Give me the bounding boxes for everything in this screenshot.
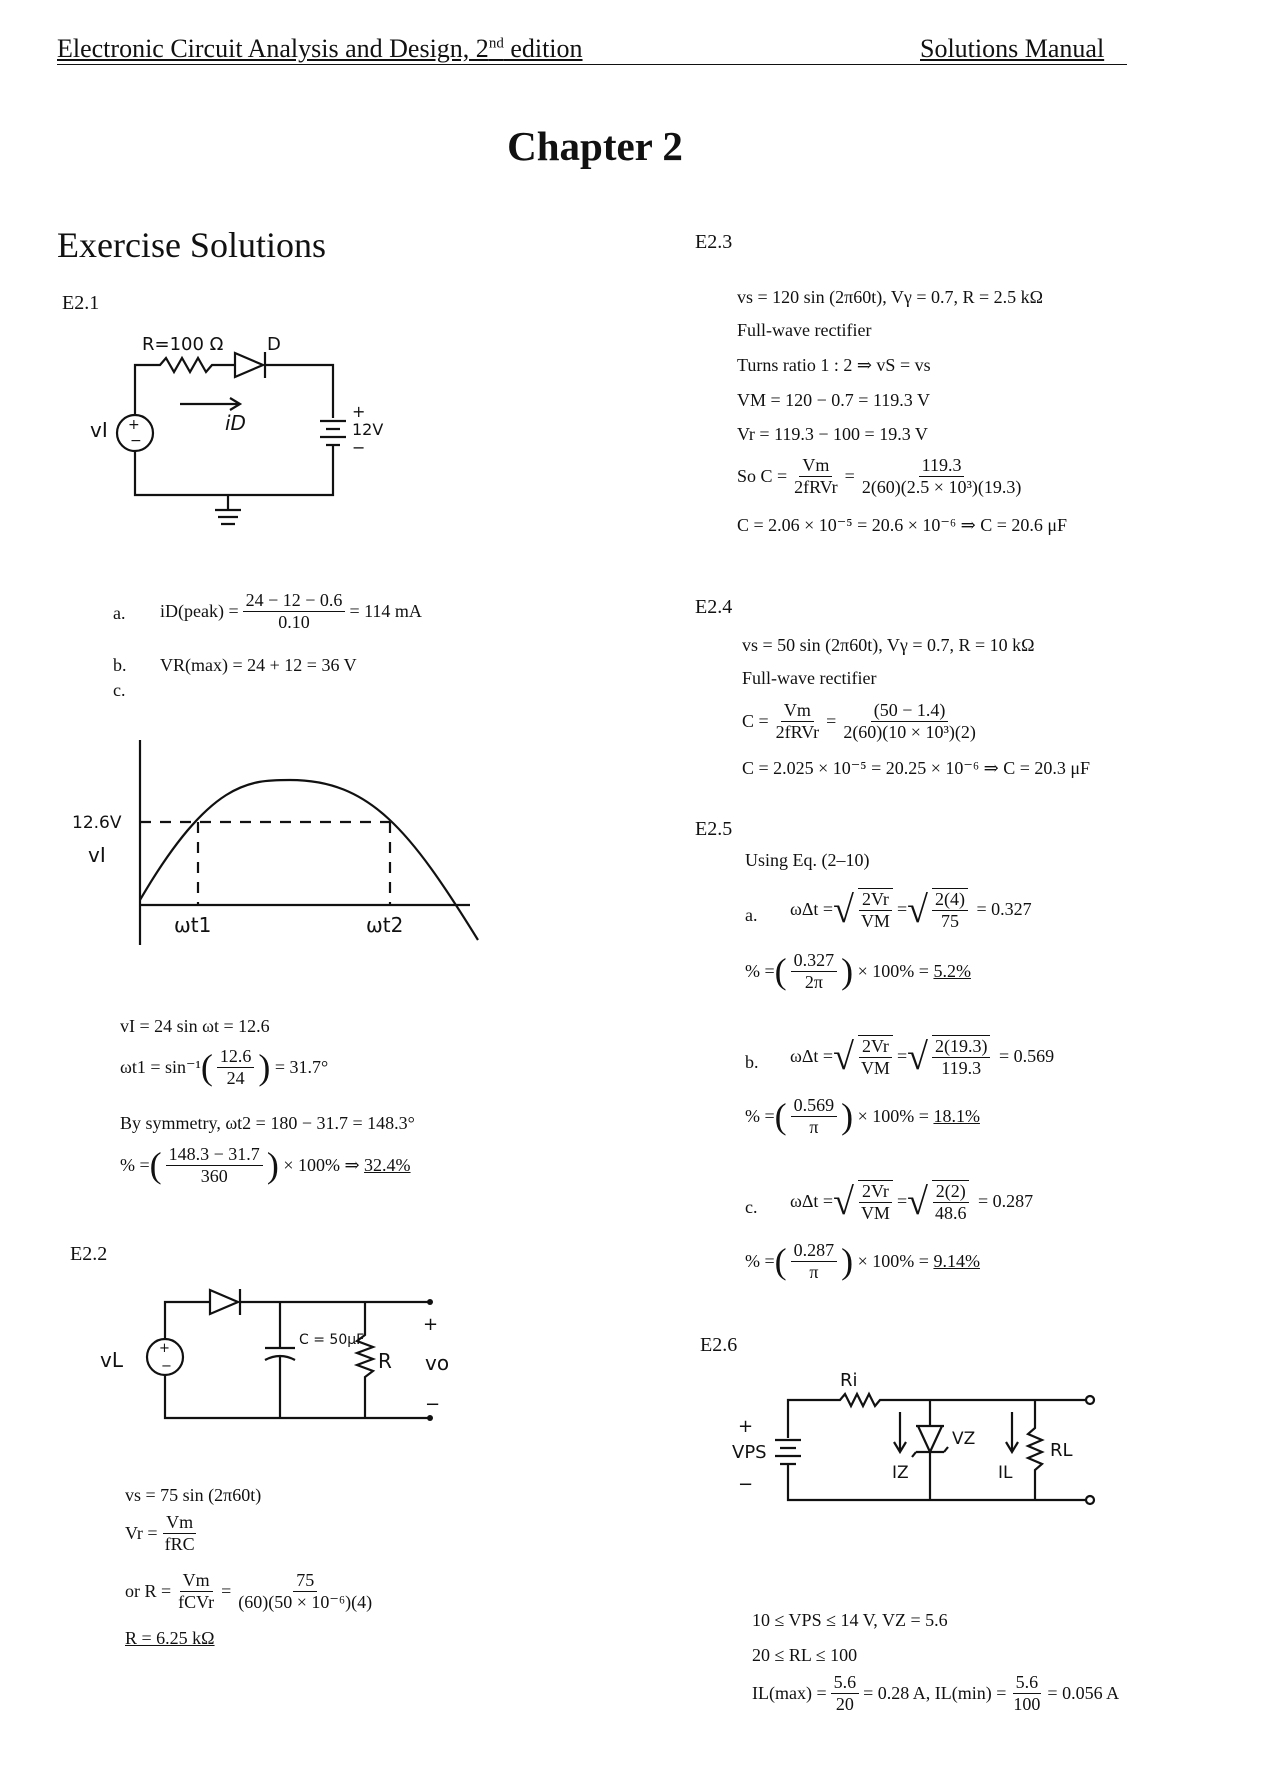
e25-b-percent: % = ( $\frac{0.569}{\pi}$ ) × 100% = 18.1% — [745, 1095, 980, 1137]
e25-a-equation: ωΔt = √ $\frac{2Vr}{VM}$ = √ $\frac{2(4)}{75}$ = 0.327 — [790, 888, 1032, 931]
e23-line-3: Turns ratio 1 : 2 ⇒ vS = vs — [737, 355, 931, 375]
e24-line-3: C = $\frac{Vm}{\text{2fRVr}}$ = $\frac{(50 - 1.4)}{\text{2(60)(10 × 10³)(2)}}$ — [742, 700, 976, 742]
e21-level-label: 12.6V — [72, 813, 122, 833]
e26-vps-label: VPS — [732, 1442, 767, 1463]
e24-line-4: C = 2.025 × 10⁻⁵ = 20.25 × 10⁻⁶ ⇒ C = 20.3 μF — [742, 758, 1091, 778]
svg-text:−: − — [130, 433, 142, 449]
e21-circuit-diagram — [60, 325, 400, 535]
e22-line-3: or R = $\frac{Vm}{\text{fCVr}}$ = $\frac{75}{\text{(60)(50 × 10⁻⁶)(4)}}$ — [125, 1570, 373, 1612]
e26-il-label: IL — [998, 1463, 1013, 1483]
svg-text:−: − — [161, 1359, 172, 1374]
e26-line-1: 10 ≤ VPS ≤ 14 V, VZ = 5.6 — [752, 1610, 948, 1630]
e25-c-equation: ωΔt = √ $\frac{2Vr}{VM}$ = √ $\frac{2(2)}{48.6}$ = 0.287 — [790, 1180, 1034, 1223]
e25-a-percent: % = ( $\frac{0.327}{2\pi}$ ) × 100% = 5.2% — [745, 950, 971, 992]
e23-line-5: Vr = 119.3 − 100 = 19.3 V — [737, 424, 928, 444]
header-right: Solutions Manual — [920, 34, 1105, 63]
svg-text:+: + — [128, 417, 140, 433]
e22-source-label: vL — [100, 1348, 123, 1372]
e25-a-mark: a. — [745, 905, 758, 925]
e22-line-2: Vr = $\frac{Vm}{\text{fRC}}$ — [125, 1512, 195, 1554]
section-title: Exercise Solutions — [57, 225, 326, 265]
svg-text:+: + — [159, 1341, 170, 1356]
e23-line-6: So C = $\frac{Vm}{\text{2fRVr}}$ = $\frac{119.3}{\text{2(60)(2.5 × 10³)(19.3)}}$ — [737, 455, 1022, 497]
e22-label: E2.2 — [70, 1243, 108, 1265]
e22-line-4: R = 6.25 kΩ — [125, 1628, 215, 1648]
e22-r-label: R — [378, 1349, 392, 1373]
e24-line-1: vs = 50 sin (2π60t), Vγ = 0.7, R = 10 kΩ — [742, 635, 1035, 655]
e21-line-1: vI = 24 sin ωt = 12.6 — [120, 1016, 270, 1036]
e26-label: E2.6 — [700, 1334, 738, 1356]
e22-out-label: vo — [425, 1351, 450, 1375]
e21-t1-label: ωt1 — [174, 913, 212, 937]
e26-rl-label: RL — [1050, 1440, 1073, 1461]
e23-line-1: vs = 120 sin (2π60t), Vγ = 0.7, R = 2.5 kΩ — [737, 287, 1044, 307]
e22-plus: + — [423, 1314, 439, 1335]
e23-line-4: VM = 120 − 0.7 = 119.3 V — [737, 390, 930, 410]
e26-line-3: IL(max) = $\frac{5.6}{20}$ = 0.28 A, IL(min) = $\frac{5.6}{100}$ = 0.056 A — [752, 1672, 1120, 1714]
e25-c-percent: % = ( $\frac{0.287}{\pi}$ ) × 100% = 9.14% — [745, 1240, 980, 1282]
e21-line-2: ωt1 = sin⁻¹ ( $\frac{12.6}{24}$ ) = 31.7° — [120, 1046, 329, 1088]
e25-b-mark: b. — [745, 1052, 759, 1072]
e21-axis-label: vI — [88, 843, 106, 867]
e22-c-label: C = 50μF — [299, 1332, 365, 1348]
e25-c-mark: c. — [745, 1197, 758, 1217]
e26-ri-label: Ri — [840, 1370, 858, 1391]
e23-line-7: C = 2.06 × 10⁻⁵ = 20.6 × 10⁻⁶ ⇒ C = 20.6 μF — [737, 515, 1068, 535]
e21-d-label: D — [267, 334, 281, 355]
e25-label: E2.5 — [695, 818, 733, 840]
e24-label: E2.4 — [695, 596, 733, 618]
e21-t2-label: ωt2 — [366, 913, 404, 937]
e25-intro: Using Eq. (2–10) — [745, 850, 870, 870]
e23-label: E2.3 — [695, 231, 733, 253]
e21-a-mark: a. — [113, 603, 126, 623]
e26-line-2: 20 ≤ RL ≤ 100 — [752, 1645, 858, 1665]
e22-line-1: vs = 75 sin (2π60t) — [125, 1485, 262, 1505]
header-rule — [57, 64, 1127, 65]
svg-text:−: − — [352, 438, 366, 457]
e21-label: E2.1 — [62, 292, 100, 314]
e22-minus: − — [425, 1394, 441, 1415]
e21-b-equation: VR(max) = 24 + 12 = 36 V — [160, 655, 357, 675]
e21-source-label: vI — [90, 418, 108, 442]
e26-iz-label: IZ — [892, 1463, 909, 1483]
e26-circuit-diagram — [730, 1360, 1120, 1520]
e26-vz-label: VZ — [952, 1429, 976, 1449]
svg-text:+: + — [352, 402, 366, 421]
e23-line-2: Full-wave rectifier — [737, 320, 872, 340]
e21-line-3: By symmetry, ωt2 = 180 − 31.7 = 148.3° — [120, 1113, 415, 1133]
e21-line-4: % = ( $\frac{148.3 - 31.7}{360}$ ) × 100% ⇒ 32.4% — [120, 1144, 411, 1186]
e26-minus: − — [738, 1474, 754, 1495]
e21-battery-label: 12V — [352, 420, 384, 439]
e21-waveform-graph — [70, 740, 490, 950]
e21-a-equation: iD(peak) = $\frac{24 - 12 - 0.6}{0.10}$ = 114 mA — [160, 590, 422, 632]
e25-b-equation: ωΔt = √ $\frac{2Vr}{VM}$ = √ $\frac{2(19.3)}{119.3}$ = 0.569 — [790, 1035, 1055, 1078]
e21-b-mark: b. — [113, 655, 127, 675]
e24-line-2: Full-wave rectifier — [742, 668, 877, 688]
e22-circuit-diagram — [95, 1280, 465, 1455]
e21-c-mark: c. — [113, 680, 126, 700]
chapter-title: Chapter 2 — [507, 123, 683, 169]
e26-plus: + — [738, 1416, 754, 1437]
e21-current-label: iD — [225, 411, 246, 435]
header-left: Electronic Circuit Analysis and Design, 2nd edition — [57, 34, 583, 63]
e21-r-label: R=100 Ω — [142, 334, 224, 355]
